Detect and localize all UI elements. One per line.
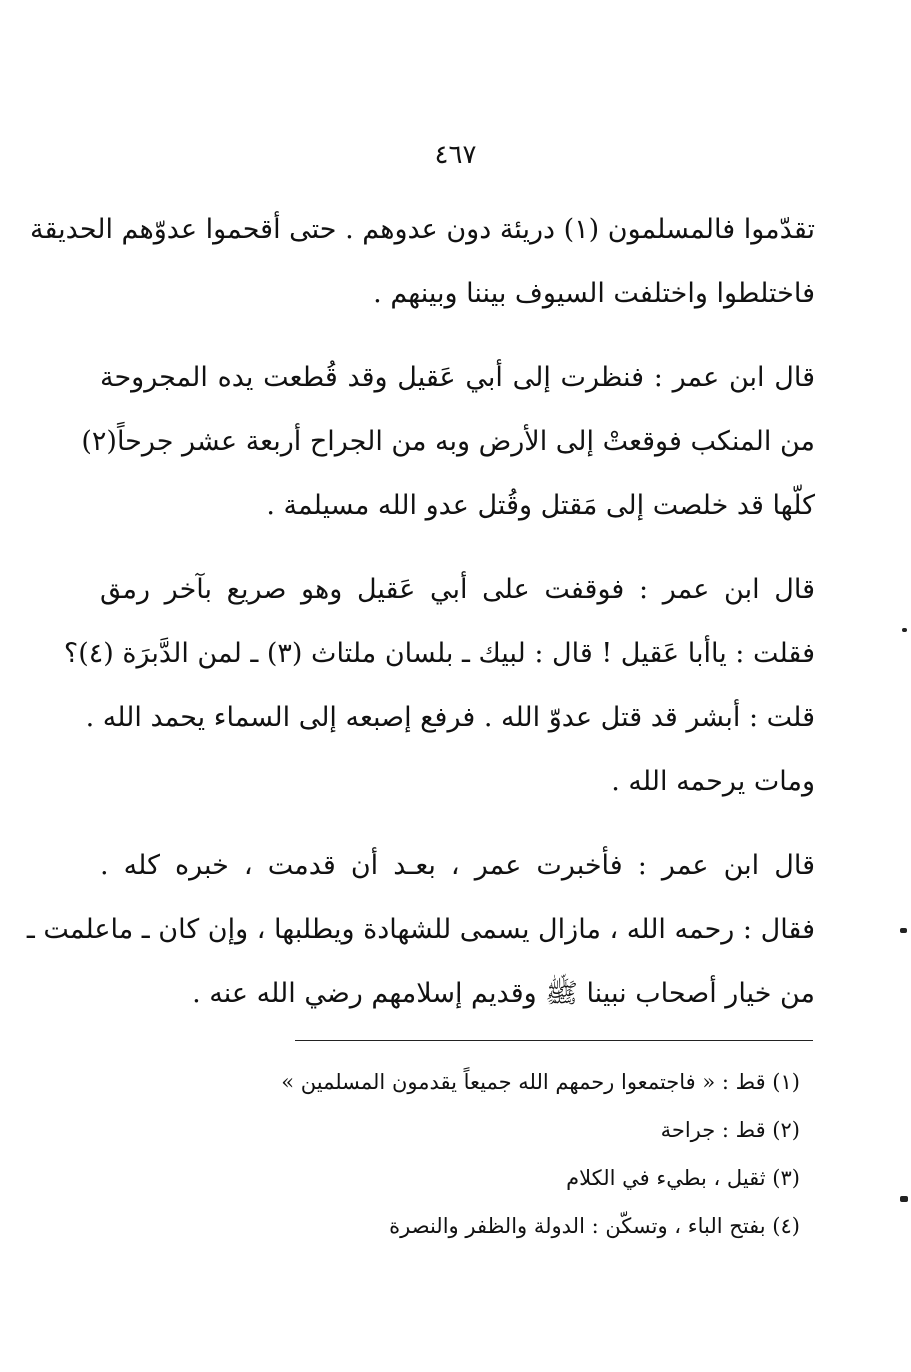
text-line: قال ابن عمر : فأخبرت عمر ، بعـد أن قدمت ، خبره كله . [100,850,815,881]
footnote-2: (٢) قط : جراحة [660,1118,800,1142]
paragraph-1 [30,198,815,326]
text-line: قال ابن عمر : فوقفت على أبي عَقيل وهو صريع بآخر رمق [100,574,815,605]
page-number: ٤٦٧ [434,140,477,170]
text-line: قلت : أبشر قد قتل عدوّ الله . فرفع إصبعه إلى السماء يحمد الله . [85,702,815,733]
scan-speck [900,1196,908,1202]
text-line: ومات يرحمه الله . [611,766,815,797]
footnote-separator [295,1040,813,1041]
main-text [26,198,815,1046]
paragraph-2 [81,346,815,538]
footnote-4: (٤) بفتح الباء ، وتسكّن : الدولة والظفر والنصرة [389,1214,800,1238]
footnote-3: (٣) ثقيل ، بطيء في الكلام [566,1166,800,1190]
text-line: من خيار أصحاب نبينا ﷺ وقديم إسلامهم رضي الله عنه . [192,978,815,1009]
text-line: كلّها قد خلصت إلى مَقتل وقُتل عدو الله مسيلمة . [266,490,815,521]
text-line: فقلت : ياأبا عَقيل ! قال : لبيك ـ بلسان ملتاث (٣) ـ لمن الدَّبرَة (٤)؟ [63,638,815,669]
footnote-1: (١) قط : « فاجتمعوا رحمهم الله جميعاً يقدمون المسلمين » [281,1070,800,1094]
paragraph-3 [63,558,815,814]
paragraph-4 [26,834,815,1026]
text-line: فقال : رحمه الله ، مازال يسمى للشهادة ويطلبها ، وإن كان ـ ماعلمت ـ [26,914,815,945]
text-line: قال ابن عمر : فنظرت إلى أبي عَقيل وقد قُطعت يده المجروحة [100,362,815,393]
text-line: تقدّموا فالمسلمون (١) دريئة دون عدوهم . حتى أقحموا عدوّهم الحديقة [30,214,815,245]
footnotes [200,1058,800,1250]
text-line: من المنكب فوقعتْ إلى الأرض وبه من الجراح أربعة عشر جرحاً(٢) [81,426,815,457]
scan-speck [900,928,907,933]
text-line: فاختلطوا واختلفت السيوف بيننا وبينهم . [373,278,815,309]
scan-speck [902,628,907,632]
